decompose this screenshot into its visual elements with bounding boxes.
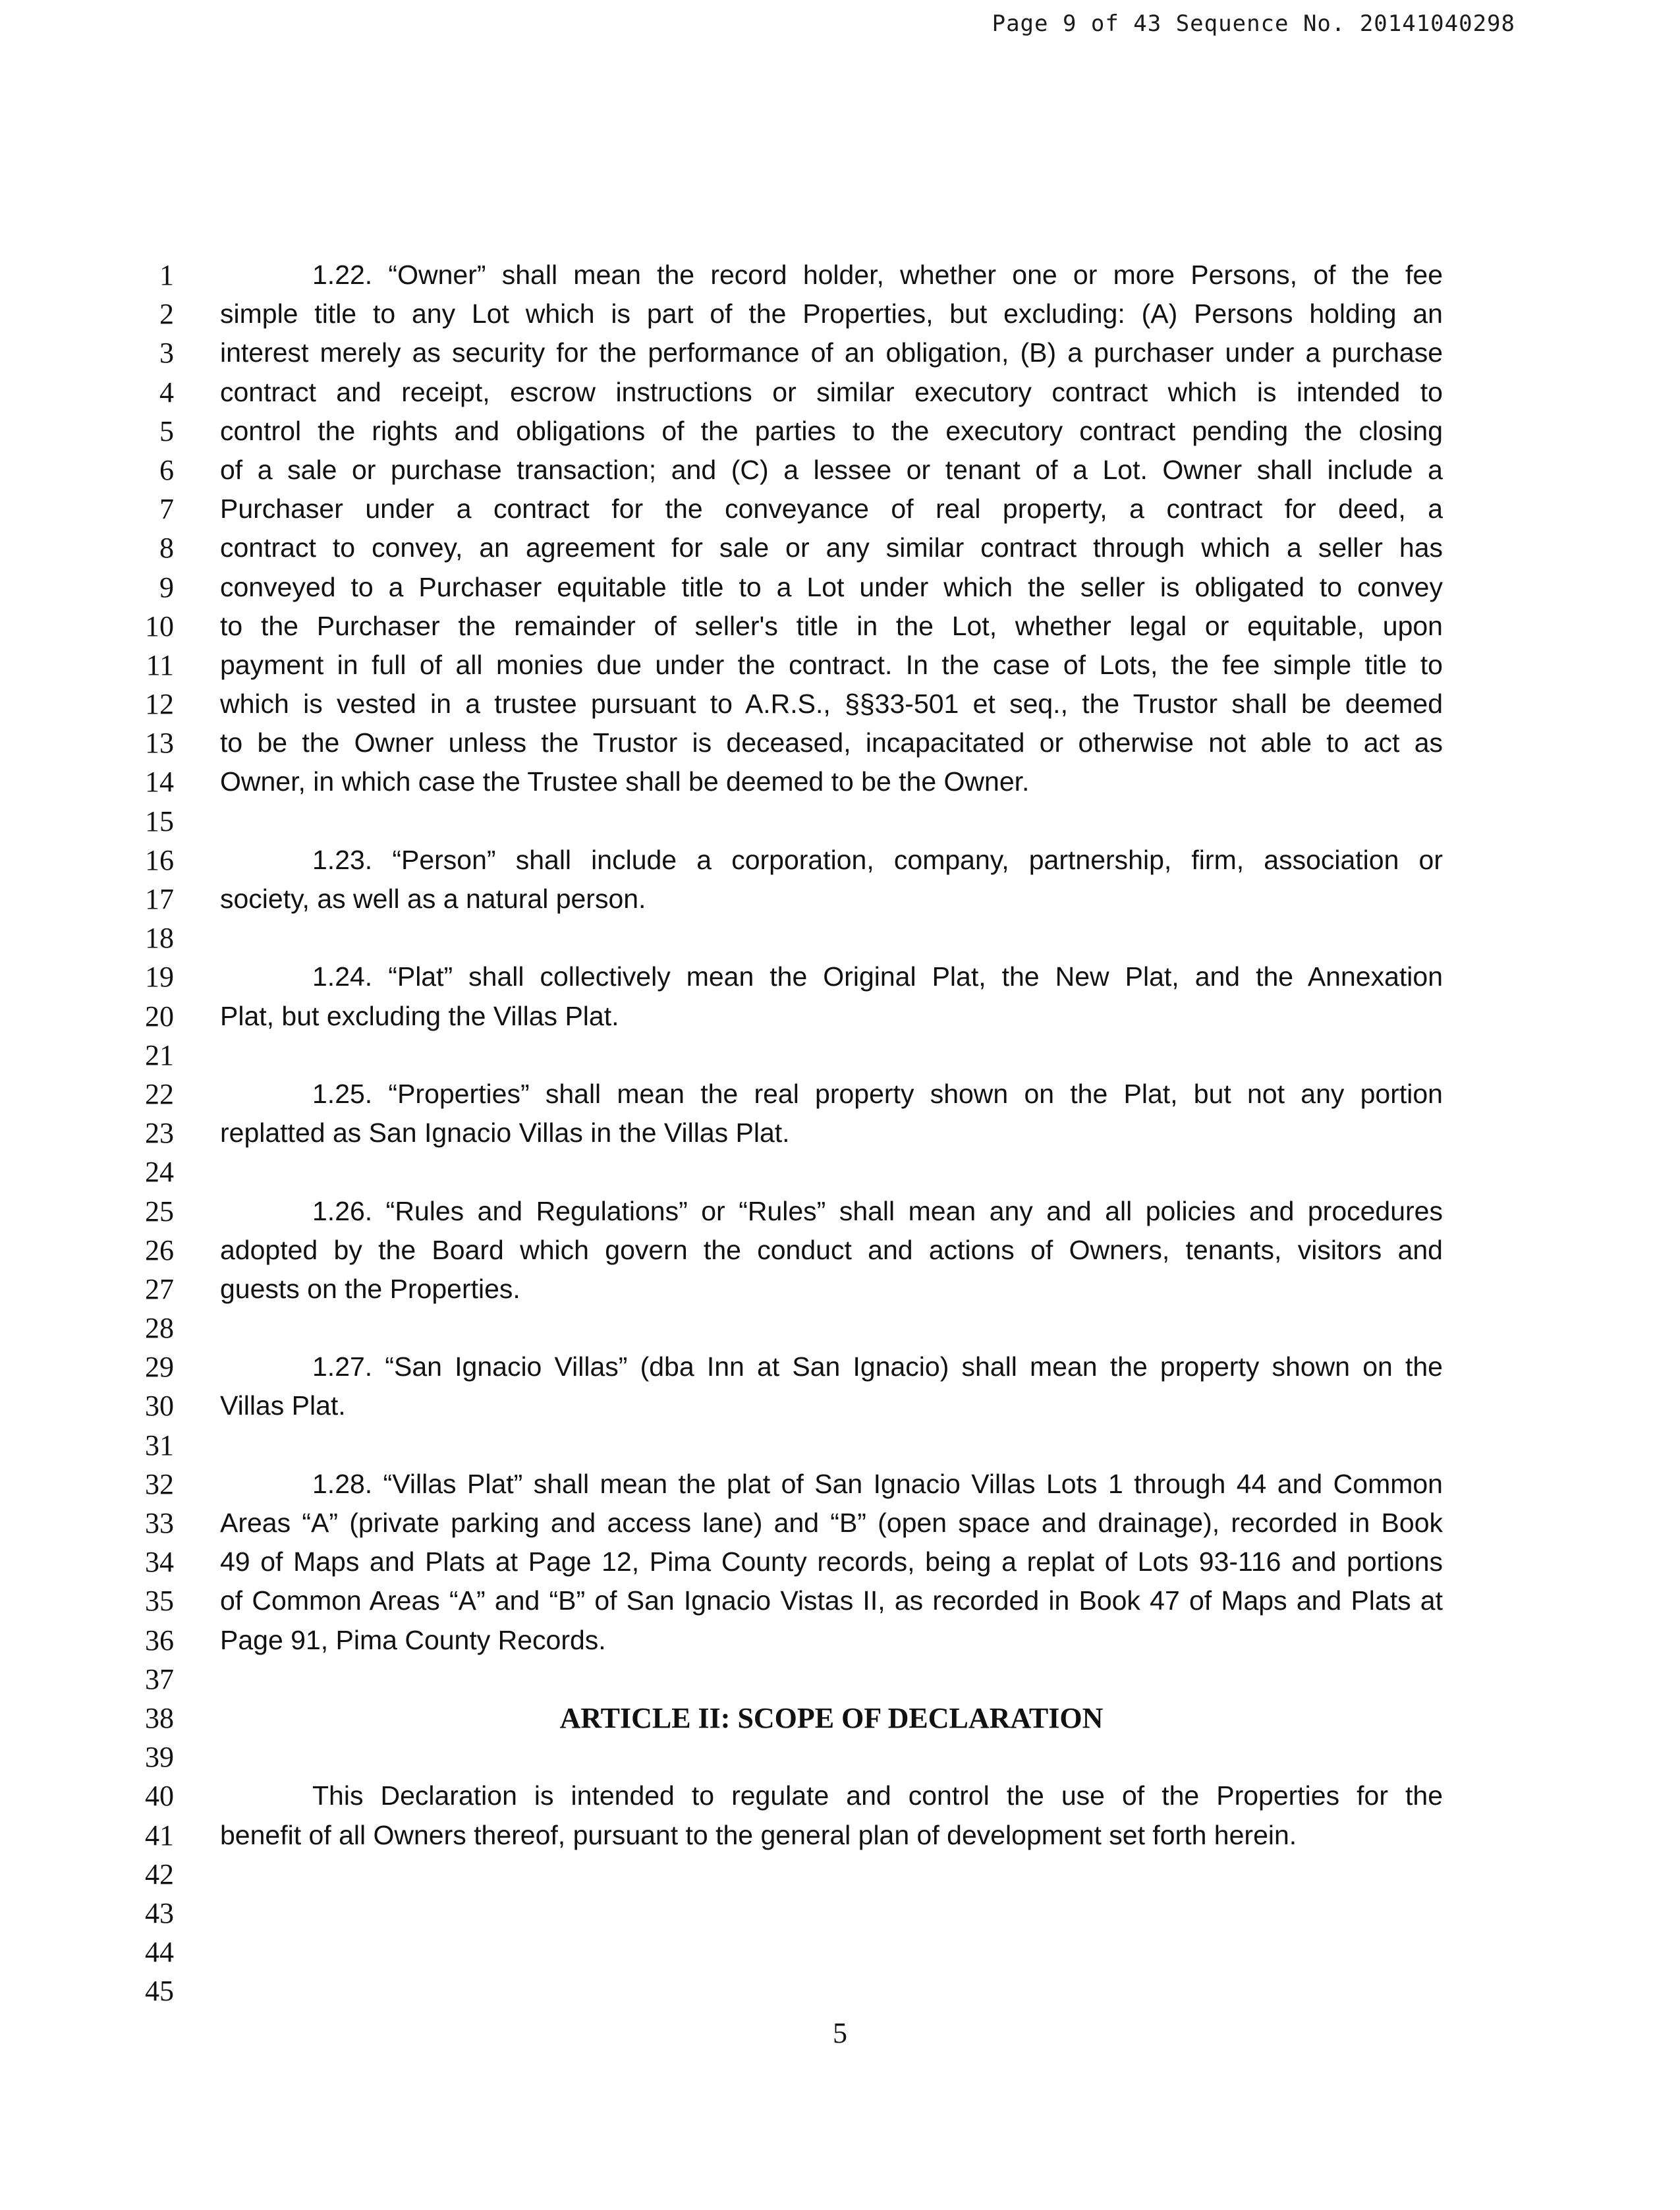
text-line: 49 of Maps and Plats at Page 12, Pima County records, being a replat of Lots 93-116 and portions (220, 1546, 1443, 1577)
blank-line (220, 1660, 1443, 1699)
blank-line (220, 919, 1443, 957)
text-line: Plat, but excluding the Villas Plat. (220, 1000, 619, 1031)
line-number: 29 (145, 1351, 174, 1384)
text-line: This Declaration is intended to regulate and control the use of the Properties for the (312, 1780, 1443, 1811)
text-line: simple title to any Lot which is part of the Properties, but excluding: (A) Persons holding an (220, 298, 1443, 329)
blank-line (220, 1426, 1443, 1465)
line-number: 27 (145, 1272, 174, 1305)
line-number: 22 (145, 1077, 174, 1110)
line-number: 5 (159, 414, 174, 447)
line-number: 28 (145, 1312, 174, 1345)
line-number: 34 (145, 1546, 174, 1579)
line-number: 1 (159, 259, 174, 291)
text-line: which is vested in a trustee pursuant to A.R.S., §§33-501 et seq., the Trustor shall be deemed (220, 689, 1443, 720)
text-line: guests on the Properties. (220, 1273, 520, 1304)
line-number: 30 (145, 1390, 174, 1423)
line-number: 43 (145, 1896, 174, 1929)
line-number: 21 (145, 1038, 174, 1071)
page-number: 5 (833, 2017, 847, 2049)
blank-line (220, 802, 1443, 841)
blank-line (220, 1894, 1443, 1933)
line-number: 35 (145, 1585, 174, 1618)
text-line: 1.22. “Owner” shall mean the record holder, whether one or more Persons, of the fee (312, 260, 1443, 290)
line-number: 2 (159, 298, 174, 331)
text-line: Areas “A” (private parking and access lane) and “B” (open space and drainage), recorded in Book (220, 1508, 1443, 1538)
line-number: 3 (159, 337, 174, 370)
line-number: 38 (145, 1701, 174, 1734)
line-number: 18 (145, 922, 174, 955)
line-number: 11 (146, 648, 174, 681)
line-number: 13 (145, 727, 174, 760)
line-number: 12 (145, 688, 174, 721)
text-line: 1.28. “Villas Plat” shall mean the plat of San Ignacio Villas Lots 1 through 44 and Common (312, 1468, 1443, 1499)
line-number: 44 (145, 1936, 174, 1969)
blank-line (220, 1036, 1443, 1075)
text-line: benefit of all Owners thereof, pursuant to the general plan of development set forth herein. (220, 1819, 1297, 1850)
line-number: 41 (145, 1819, 174, 1852)
blank-line (220, 1152, 1443, 1191)
line-number: 40 (145, 1780, 174, 1813)
line-number: 10 (145, 609, 174, 642)
line-number: 16 (145, 843, 174, 876)
text-line: control the rights and obligations of the parties to the executory contract pending the closing (220, 415, 1443, 446)
line-number: 39 (145, 1741, 174, 1774)
line-number: 19 (145, 961, 174, 994)
text-line: Villas Plat. (220, 1390, 346, 1421)
line-number: 25 (145, 1195, 174, 1228)
line-number: 17 (145, 883, 174, 915)
document-body (220, 256, 1443, 2010)
text-line: society, as well as a natural person. (220, 884, 646, 914)
line-number: 8 (159, 532, 174, 565)
article-heading: ARTICLE II: SCOPE OF DECLARATION (559, 1701, 1104, 1734)
text-line: payment in full of all monies due under the contract. In the case of Lots, the fee simple title to (220, 649, 1443, 680)
blank-line (220, 1738, 1443, 1776)
text-line: 1.27. “San Ignacio Villas” (dba Inn at San Ignacio) shall mean the property shown on the (312, 1351, 1443, 1382)
blank-line (220, 1309, 1443, 1347)
text-line: contract to convey, an agreement for sale or any similar contract through which a seller has (220, 532, 1443, 563)
blank-line (220, 1971, 1443, 2010)
line-number: 42 (145, 1857, 174, 1890)
line-number: 4 (159, 376, 174, 409)
text-line: replatted as San Ignacio Villas in the Villas Plat. (220, 1118, 790, 1148)
line-number: 37 (145, 1662, 174, 1695)
text-line: adopted by the Board which govern the conduct and actions of Owners, tenants, visitors and (220, 1234, 1443, 1265)
line-number: 20 (145, 1000, 174, 1033)
text-line: of Common Areas “A” and “B” of San Ignacio Vistas II, as recorded in Book 47 of Maps and Plats at (220, 1585, 1443, 1616)
line-number: 14 (145, 766, 174, 799)
text-line: interest merely as security for the performance of an obligation, (B) a purchaser under a purchase (220, 337, 1443, 368)
line-number: 31 (145, 1429, 174, 1461)
text-line: conveyed to a Purchaser equitable title to a Lot under which the seller is obligated to convey (220, 571, 1443, 602)
text-line: 1.23. “Person” shall include a corporation, company, partnership, firm, association or (312, 844, 1443, 875)
line-number: 36 (145, 1624, 174, 1657)
line-number: 9 (159, 571, 174, 604)
text-line: to be the Owner unless the Trustor is deceased, incapacitated or otherwise not able to act as (220, 727, 1443, 758)
text-line: 1.25. “Properties” shall mean the real property shown on the Plat, but not any portion (312, 1078, 1443, 1109)
page-header: Page 9 of 43 Sequence No. 20141040298 (992, 11, 1515, 37)
line-number: 7 (159, 493, 174, 526)
text-line: to the Purchaser the remainder of seller's title in the Lot, whether legal or equitable, upon (220, 610, 1443, 641)
text-line: Page 91, Pima County Records. (220, 1624, 606, 1655)
line-number-column (0, 256, 175, 2010)
line-number: 45 (145, 1975, 174, 2008)
line-number: 6 (159, 453, 174, 486)
text-line: Owner, in which case the Trustee shall be deemed to be the Owner. (220, 766, 1030, 797)
line-number: 24 (145, 1156, 174, 1189)
line-number: 32 (145, 1467, 174, 1500)
text-line: Purchaser under a contract for the conveyance of real property, a contract for deed, a (220, 494, 1443, 524)
text-line: contract and receipt, escrow instructions or similar executory contract which is intended to (220, 376, 1443, 407)
text-line: of a sale or purchase transaction; and (C) a lessee or tenant of a Lot. Owner shall include a (220, 454, 1443, 485)
text-line: 1.24. “Plat” shall collectively mean the Original Plat, the New Plat, and the Annexation (312, 961, 1443, 992)
line-number: 26 (145, 1233, 174, 1266)
line-number: 33 (145, 1507, 174, 1539)
line-number: 23 (145, 1117, 174, 1150)
blank-line (220, 1933, 1443, 1971)
text-line: 1.26. “Rules and Regulations” or “Rules” shall mean any and all policies and procedures (312, 1195, 1443, 1226)
blank-line (220, 1855, 1443, 1894)
line-number: 15 (145, 805, 174, 837)
